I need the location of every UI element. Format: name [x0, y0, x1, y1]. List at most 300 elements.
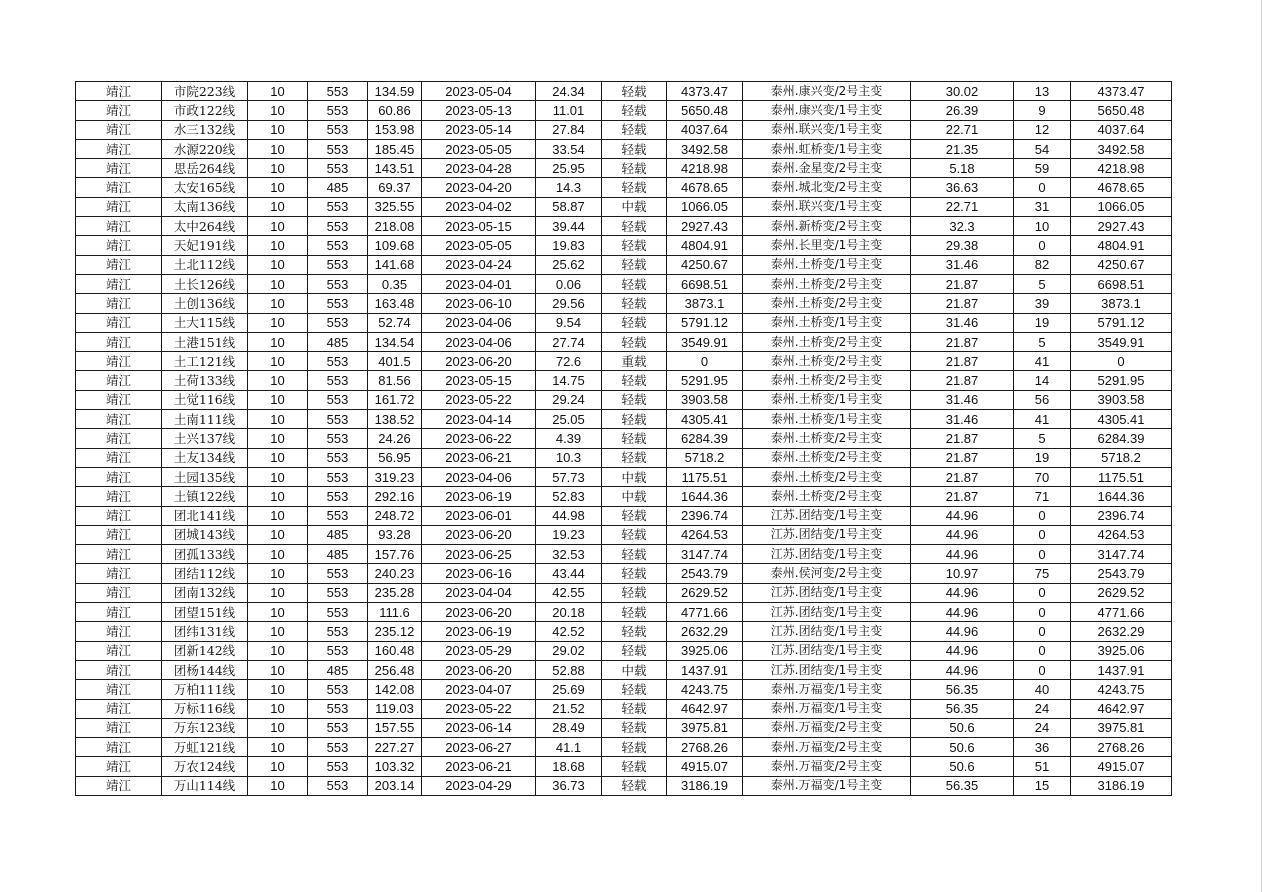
- cell-capacity: 2768.26: [667, 738, 743, 757]
- cell-value: 163.48: [368, 294, 422, 313]
- cell-load-status: 轻载: [602, 429, 667, 448]
- cell-area: 靖江: [76, 487, 162, 506]
- cell-date: 2023-04-14: [422, 410, 536, 429]
- cell-voltage: 10: [248, 101, 308, 120]
- cell-load-status: 轻载: [602, 545, 667, 564]
- cell-line-name: 土大115线: [162, 313, 248, 332]
- cell-transformer-rate: 29.38: [911, 236, 1014, 255]
- cell-capacity-2: 2543.79: [1071, 564, 1172, 583]
- cell-rate: 57.73: [536, 467, 602, 486]
- cell-voltage: 10: [248, 583, 308, 602]
- cell-transformer-rate: 36.63: [911, 178, 1014, 197]
- cell-capacity-2: 4264.53: [1071, 525, 1172, 544]
- cell-value: 157.55: [368, 718, 422, 737]
- cell-transformer: 泰州.联兴变/1号主变: [743, 120, 911, 139]
- cell-date: 2023-06-27: [422, 738, 536, 757]
- table-row: [76, 178, 1172, 197]
- cell-rate: 32.53: [536, 545, 602, 564]
- cell-line-name: 万东123线: [162, 718, 248, 737]
- cell-rate: 25.69: [536, 680, 602, 699]
- cell-transformer: 泰州.万福变/1号主变: [743, 699, 911, 718]
- cell-load-status: 轻载: [602, 603, 667, 622]
- cell-voltage: 10: [248, 448, 308, 467]
- table-row: [76, 660, 1172, 679]
- cell-line-name: 土北112线: [162, 255, 248, 274]
- cell-load-status: 轻载: [602, 255, 667, 274]
- cell-capacity: 5791.12: [667, 313, 743, 332]
- cell-rate: 44.98: [536, 506, 602, 525]
- cell-rate: 43.44: [536, 564, 602, 583]
- table-row: [76, 776, 1172, 795]
- cell-rate: 24.34: [536, 82, 602, 101]
- table-row: [76, 255, 1172, 274]
- cell-line-name: 土园135线: [162, 467, 248, 486]
- cell-count: 82: [1014, 255, 1071, 274]
- cell-load-status: 轻载: [602, 371, 667, 390]
- cell-capacity: 5650.48: [667, 101, 743, 120]
- cell-count: 36: [1014, 738, 1071, 757]
- cell-line-name: 土镇122线: [162, 487, 248, 506]
- cell-date: 2023-04-24: [422, 255, 536, 274]
- cell-capacity-2: 1437.91: [1071, 660, 1172, 679]
- cell-transformer-rate: 44.96: [911, 660, 1014, 679]
- cell-capacity: 3549.91: [667, 332, 743, 351]
- cell-line-name: 团城143线: [162, 525, 248, 544]
- cell-value: 56.95: [368, 448, 422, 467]
- cell-load-status: 轻载: [602, 178, 667, 197]
- cell-date: 2023-06-20: [422, 525, 536, 544]
- cell-capacity-2: 2632.29: [1071, 622, 1172, 641]
- cell-load-status: 中载: [602, 487, 667, 506]
- cell-area: 靖江: [76, 506, 162, 525]
- cell-capacity: 4305.41: [667, 410, 743, 429]
- cell-load-status: 轻载: [602, 390, 667, 409]
- cell-line-name: 团南132线: [162, 583, 248, 602]
- cell-capacity: 4037.64: [667, 120, 743, 139]
- cell-voltage: 10: [248, 429, 308, 448]
- cell-date: 2023-05-14: [422, 120, 536, 139]
- cell-capacity-2: 6284.39: [1071, 429, 1172, 448]
- cell-capacity-2: 3492.58: [1071, 139, 1172, 158]
- cell-area: 靖江: [76, 603, 162, 622]
- cell-capacity-2: 3147.74: [1071, 545, 1172, 564]
- table-row: [76, 332, 1172, 351]
- cell-date: 2023-05-22: [422, 390, 536, 409]
- cell-capacity: 3903.58: [667, 390, 743, 409]
- cell-code: 553: [308, 313, 368, 332]
- cell-value: 141.68: [368, 255, 422, 274]
- cell-count: 5: [1014, 332, 1071, 351]
- cell-voltage: 10: [248, 641, 308, 660]
- cell-capacity-2: 0: [1071, 352, 1172, 371]
- cell-count: 56: [1014, 390, 1071, 409]
- table-row: [76, 583, 1172, 602]
- cell-rate: 52.83: [536, 487, 602, 506]
- cell-capacity: 4218.98: [667, 159, 743, 178]
- cell-code: 553: [308, 564, 368, 583]
- cell-capacity: 3492.58: [667, 139, 743, 158]
- cell-transformer-rate: 44.96: [911, 545, 1014, 564]
- cell-count: 31: [1014, 197, 1071, 216]
- cell-voltage: 10: [248, 564, 308, 583]
- cell-area: 靖江: [76, 660, 162, 679]
- cell-transformer: 泰州.联兴变/1号主变: [743, 197, 911, 216]
- cell-load-status: 轻载: [602, 313, 667, 332]
- cell-line-name: 团纬131线: [162, 622, 248, 641]
- cell-rate: 42.55: [536, 583, 602, 602]
- cell-load-status: 轻载: [602, 332, 667, 351]
- cell-voltage: 10: [248, 718, 308, 737]
- cell-rate: 29.24: [536, 390, 602, 409]
- cell-transformer-rate: 56.35: [911, 699, 1014, 718]
- cell-transformer-rate: 21.87: [911, 332, 1014, 351]
- cell-voltage: 10: [248, 139, 308, 158]
- table-row: [76, 699, 1172, 718]
- cell-count: 0: [1014, 525, 1071, 544]
- cell-rate: 0.06: [536, 274, 602, 293]
- cell-capacity-2: 3925.06: [1071, 641, 1172, 660]
- cell-line-name: 万虹121线: [162, 738, 248, 757]
- cell-date: 2023-06-10: [422, 294, 536, 313]
- cell-date: 2023-05-15: [422, 371, 536, 390]
- cell-transformer: 泰州.虹桥变/1号主变: [743, 139, 911, 158]
- cell-rate: 27.74: [536, 332, 602, 351]
- cell-transformer: 泰州.康兴变/2号主变: [743, 82, 911, 101]
- cell-area: 靖江: [76, 274, 162, 293]
- cell-load-status: 轻载: [602, 622, 667, 641]
- cell-capacity: 6284.39: [667, 429, 743, 448]
- cell-value: 0.35: [368, 274, 422, 293]
- cell-voltage: 10: [248, 217, 308, 236]
- table-row: [76, 545, 1172, 564]
- cell-rate: 25.05: [536, 410, 602, 429]
- cell-code: 553: [308, 738, 368, 757]
- cell-capacity-2: 5791.12: [1071, 313, 1172, 332]
- cell-load-status: 重载: [602, 352, 667, 371]
- table-row: [76, 197, 1172, 216]
- cell-value: 325.55: [368, 197, 422, 216]
- cell-voltage: 10: [248, 467, 308, 486]
- cell-transformer: 江苏.团结变/1号主变: [743, 603, 911, 622]
- table-row: [76, 603, 1172, 622]
- cell-rate: 29.56: [536, 294, 602, 313]
- cell-transformer: 泰州.土桥变/2号主变: [743, 487, 911, 506]
- cell-count: 41: [1014, 352, 1071, 371]
- cell-area: 靖江: [76, 120, 162, 139]
- cell-voltage: 10: [248, 776, 308, 795]
- cell-date: 2023-04-06: [422, 467, 536, 486]
- cell-value: 138.52: [368, 410, 422, 429]
- cell-transformer: 泰州.金星变/2号主变: [743, 159, 911, 178]
- cell-date: 2023-06-16: [422, 564, 536, 583]
- cell-transformer: 泰州.土桥变/1号主变: [743, 255, 911, 274]
- cell-code: 553: [308, 101, 368, 120]
- cell-rate: 4.39: [536, 429, 602, 448]
- cell-line-name: 土觉116线: [162, 390, 248, 409]
- cell-code: 485: [308, 545, 368, 564]
- cell-rate: 20.18: [536, 603, 602, 622]
- cell-line-name: 万标116线: [162, 699, 248, 718]
- cell-load-status: 轻载: [602, 583, 667, 602]
- table-row: [76, 352, 1172, 371]
- cell-count: 41: [1014, 410, 1071, 429]
- cell-line-name: 土友134线: [162, 448, 248, 467]
- cell-capacity: 4915.07: [667, 757, 743, 776]
- cell-transformer: 泰州.万福变/2号主变: [743, 738, 911, 757]
- cell-transformer: 江苏.团结变/1号主变: [743, 622, 911, 641]
- cell-capacity-2: 4218.98: [1071, 159, 1172, 178]
- cell-count: 0: [1014, 641, 1071, 660]
- cell-value: 240.23: [368, 564, 422, 583]
- cell-date: 2023-06-21: [422, 448, 536, 467]
- cell-count: 40: [1014, 680, 1071, 699]
- cell-capacity-2: 1644.36: [1071, 487, 1172, 506]
- cell-transformer: 泰州.侯河变/2号主变: [743, 564, 911, 583]
- cell-voltage: 10: [248, 178, 308, 197]
- cell-area: 靖江: [76, 139, 162, 158]
- cell-count: 14: [1014, 371, 1071, 390]
- cell-code: 553: [308, 410, 368, 429]
- cell-line-name: 万山114线: [162, 776, 248, 795]
- cell-code: 553: [308, 583, 368, 602]
- cell-area: 靖江: [76, 564, 162, 583]
- cell-date: 2023-04-07: [422, 680, 536, 699]
- cell-code: 553: [308, 274, 368, 293]
- table-row: [76, 274, 1172, 293]
- cell-capacity: 2396.74: [667, 506, 743, 525]
- cell-code: 553: [308, 352, 368, 371]
- cell-area: 靖江: [76, 313, 162, 332]
- cell-load-status: 轻载: [602, 757, 667, 776]
- cell-area: 靖江: [76, 622, 162, 641]
- cell-rate: 28.49: [536, 718, 602, 737]
- cell-capacity-2: 2396.74: [1071, 506, 1172, 525]
- table-row: [76, 506, 1172, 525]
- cell-count: 59: [1014, 159, 1071, 178]
- cell-count: 13: [1014, 82, 1071, 101]
- cell-voltage: 10: [248, 757, 308, 776]
- cell-transformer-rate: 5.18: [911, 159, 1014, 178]
- cell-count: 0: [1014, 545, 1071, 564]
- cell-capacity: 4642.97: [667, 699, 743, 718]
- cell-line-name: 土长126线: [162, 274, 248, 293]
- cell-load-status: 轻载: [602, 680, 667, 699]
- cell-voltage: 10: [248, 313, 308, 332]
- cell-value: 218.08: [368, 217, 422, 236]
- cell-value: 292.16: [368, 487, 422, 506]
- cell-code: 553: [308, 236, 368, 255]
- cell-transformer-rate: 44.96: [911, 583, 1014, 602]
- cell-date: 2023-06-20: [422, 352, 536, 371]
- cell-load-status: 轻载: [602, 641, 667, 660]
- cell-date: 2023-05-04: [422, 82, 536, 101]
- cell-date: 2023-06-21: [422, 757, 536, 776]
- cell-area: 靖江: [76, 699, 162, 718]
- cell-capacity: 6698.51: [667, 274, 743, 293]
- cell-transformer: 泰州.城北变/2号主变: [743, 178, 911, 197]
- table-row: [76, 159, 1172, 178]
- cell-date: 2023-06-22: [422, 429, 536, 448]
- cell-line-name: 思岳264线: [162, 159, 248, 178]
- cell-value: 256.48: [368, 660, 422, 679]
- cell-load-status: 轻载: [602, 159, 667, 178]
- cell-transformer: 江苏.团结变/1号主变: [743, 660, 911, 679]
- cell-date: 2023-04-04: [422, 583, 536, 602]
- cell-line-name: 土荷133线: [162, 371, 248, 390]
- cell-code: 553: [308, 139, 368, 158]
- cell-code: 553: [308, 197, 368, 216]
- cell-code: 553: [308, 757, 368, 776]
- table-row: [76, 429, 1172, 448]
- cell-voltage: 10: [248, 660, 308, 679]
- cell-transformer: 泰州.土桥变/2号主变: [743, 371, 911, 390]
- cell-transformer: 泰州.万福变/2号主变: [743, 718, 911, 737]
- cell-transformer-rate: 21.87: [911, 274, 1014, 293]
- cell-value: 81.56: [368, 371, 422, 390]
- cell-load-status: 轻载: [602, 448, 667, 467]
- cell-load-status: 中载: [602, 467, 667, 486]
- cell-capacity-2: 6698.51: [1071, 274, 1172, 293]
- cell-capacity: 4250.67: [667, 255, 743, 274]
- cell-count: 5: [1014, 429, 1071, 448]
- cell-voltage: 10: [248, 236, 308, 255]
- cell-value: 60.86: [368, 101, 422, 120]
- cell-voltage: 10: [248, 603, 308, 622]
- cell-voltage: 10: [248, 545, 308, 564]
- cell-capacity-2: 2768.26: [1071, 738, 1172, 757]
- cell-load-status: 轻载: [602, 120, 667, 139]
- cell-capacity-2: 3903.58: [1071, 390, 1172, 409]
- cell-value: 248.72: [368, 506, 422, 525]
- cell-voltage: 10: [248, 352, 308, 371]
- cell-code: 553: [308, 776, 368, 795]
- cell-date: 2023-06-14: [422, 718, 536, 737]
- cell-transformer-rate: 21.87: [911, 487, 1014, 506]
- cell-voltage: 10: [248, 525, 308, 544]
- cell-value: 160.48: [368, 641, 422, 660]
- cell-transformer: 泰州.长里变/1号主变: [743, 236, 911, 255]
- cell-capacity-2: 4037.64: [1071, 120, 1172, 139]
- cell-transformer: 江苏.团结变/1号主变: [743, 641, 911, 660]
- cell-capacity-2: 4678.65: [1071, 178, 1172, 197]
- cell-voltage: 10: [248, 699, 308, 718]
- cell-area: 靖江: [76, 467, 162, 486]
- cell-line-name: 太南136线: [162, 197, 248, 216]
- cell-line-name: 太中264线: [162, 217, 248, 236]
- cell-area: 靖江: [76, 178, 162, 197]
- cell-area: 靖江: [76, 429, 162, 448]
- cell-transformer-rate: 22.71: [911, 120, 1014, 139]
- cell-capacity-2: 4915.07: [1071, 757, 1172, 776]
- cell-transformer: 泰州.土桥变/2号主变: [743, 352, 911, 371]
- cell-voltage: 10: [248, 487, 308, 506]
- cell-transformer: 泰州.土桥变/2号主变: [743, 429, 911, 448]
- cell-load-status: 轻载: [602, 564, 667, 583]
- cell-date: 2023-04-28: [422, 159, 536, 178]
- cell-line-name: 万柏111线: [162, 680, 248, 699]
- cell-transformer: 江苏.团结变/1号主变: [743, 583, 911, 602]
- cell-voltage: 10: [248, 120, 308, 139]
- cell-capacity: 3186.19: [667, 776, 743, 795]
- cell-capacity-2: 4642.97: [1071, 699, 1172, 718]
- table-row: [76, 718, 1172, 737]
- cell-date: 2023-04-02: [422, 197, 536, 216]
- data-table: [75, 81, 1172, 796]
- cell-area: 靖江: [76, 352, 162, 371]
- cell-value: 203.14: [368, 776, 422, 795]
- cell-transformer: 泰州.康兴变/1号主变: [743, 101, 911, 120]
- cell-transformer-rate: 44.96: [911, 641, 1014, 660]
- cell-date: 2023-06-20: [422, 603, 536, 622]
- table-row: [76, 371, 1172, 390]
- cell-transformer-rate: 21.87: [911, 429, 1014, 448]
- cell-count: 0: [1014, 583, 1071, 602]
- cell-rate: 58.87: [536, 197, 602, 216]
- cell-value: 142.08: [368, 680, 422, 699]
- cell-code: 485: [308, 660, 368, 679]
- cell-code: 485: [308, 525, 368, 544]
- cell-date: 2023-05-15: [422, 217, 536, 236]
- cell-voltage: 10: [248, 410, 308, 429]
- cell-load-status: 轻载: [602, 738, 667, 757]
- cell-area: 靖江: [76, 641, 162, 660]
- cell-load-status: 轻载: [602, 525, 667, 544]
- cell-date: 2023-05-29: [422, 641, 536, 660]
- cell-area: 靖江: [76, 390, 162, 409]
- cell-value: 119.03: [368, 699, 422, 718]
- cell-date: 2023-06-25: [422, 545, 536, 564]
- cell-code: 553: [308, 506, 368, 525]
- cell-transformer-rate: 22.71: [911, 197, 1014, 216]
- cell-load-status: 中载: [602, 197, 667, 216]
- cell-area: 靖江: [76, 217, 162, 236]
- cell-transformer-rate: 31.46: [911, 255, 1014, 274]
- cell-capacity-2: 2629.52: [1071, 583, 1172, 602]
- cell-capacity: 2632.29: [667, 622, 743, 641]
- cell-transformer: 泰州.土桥变/2号主变: [743, 332, 911, 351]
- cell-load-status: 轻载: [602, 139, 667, 158]
- cell-transformer: 泰州.土桥变/2号主变: [743, 467, 911, 486]
- table-row: [76, 757, 1172, 776]
- cell-capacity: 0: [667, 352, 743, 371]
- cell-voltage: 10: [248, 294, 308, 313]
- cell-voltage: 10: [248, 738, 308, 757]
- cell-rate: 19.23: [536, 525, 602, 544]
- cell-line-name: 水源220线: [162, 139, 248, 158]
- cell-value: 161.72: [368, 390, 422, 409]
- table-row: [76, 525, 1172, 544]
- table-row: [76, 410, 1172, 429]
- cell-count: 0: [1014, 506, 1071, 525]
- cell-date: 2023-06-19: [422, 622, 536, 641]
- cell-transformer-rate: 56.35: [911, 776, 1014, 795]
- cell-code: 553: [308, 622, 368, 641]
- cell-value: 109.68: [368, 236, 422, 255]
- cell-capacity: 1066.05: [667, 197, 743, 216]
- cell-capacity: 5718.2: [667, 448, 743, 467]
- cell-transformer-rate: 21.87: [911, 467, 1014, 486]
- cell-count: 71: [1014, 487, 1071, 506]
- table-row: [76, 680, 1172, 699]
- cell-rate: 21.52: [536, 699, 602, 718]
- cell-line-name: 市院223线: [162, 82, 248, 101]
- cell-capacity-2: 4804.91: [1071, 236, 1172, 255]
- cell-line-name: 团孤133线: [162, 545, 248, 564]
- cell-line-name: 团结112线: [162, 564, 248, 583]
- cell-area: 靖江: [76, 294, 162, 313]
- table-row: [76, 294, 1172, 313]
- cell-rate: 25.62: [536, 255, 602, 274]
